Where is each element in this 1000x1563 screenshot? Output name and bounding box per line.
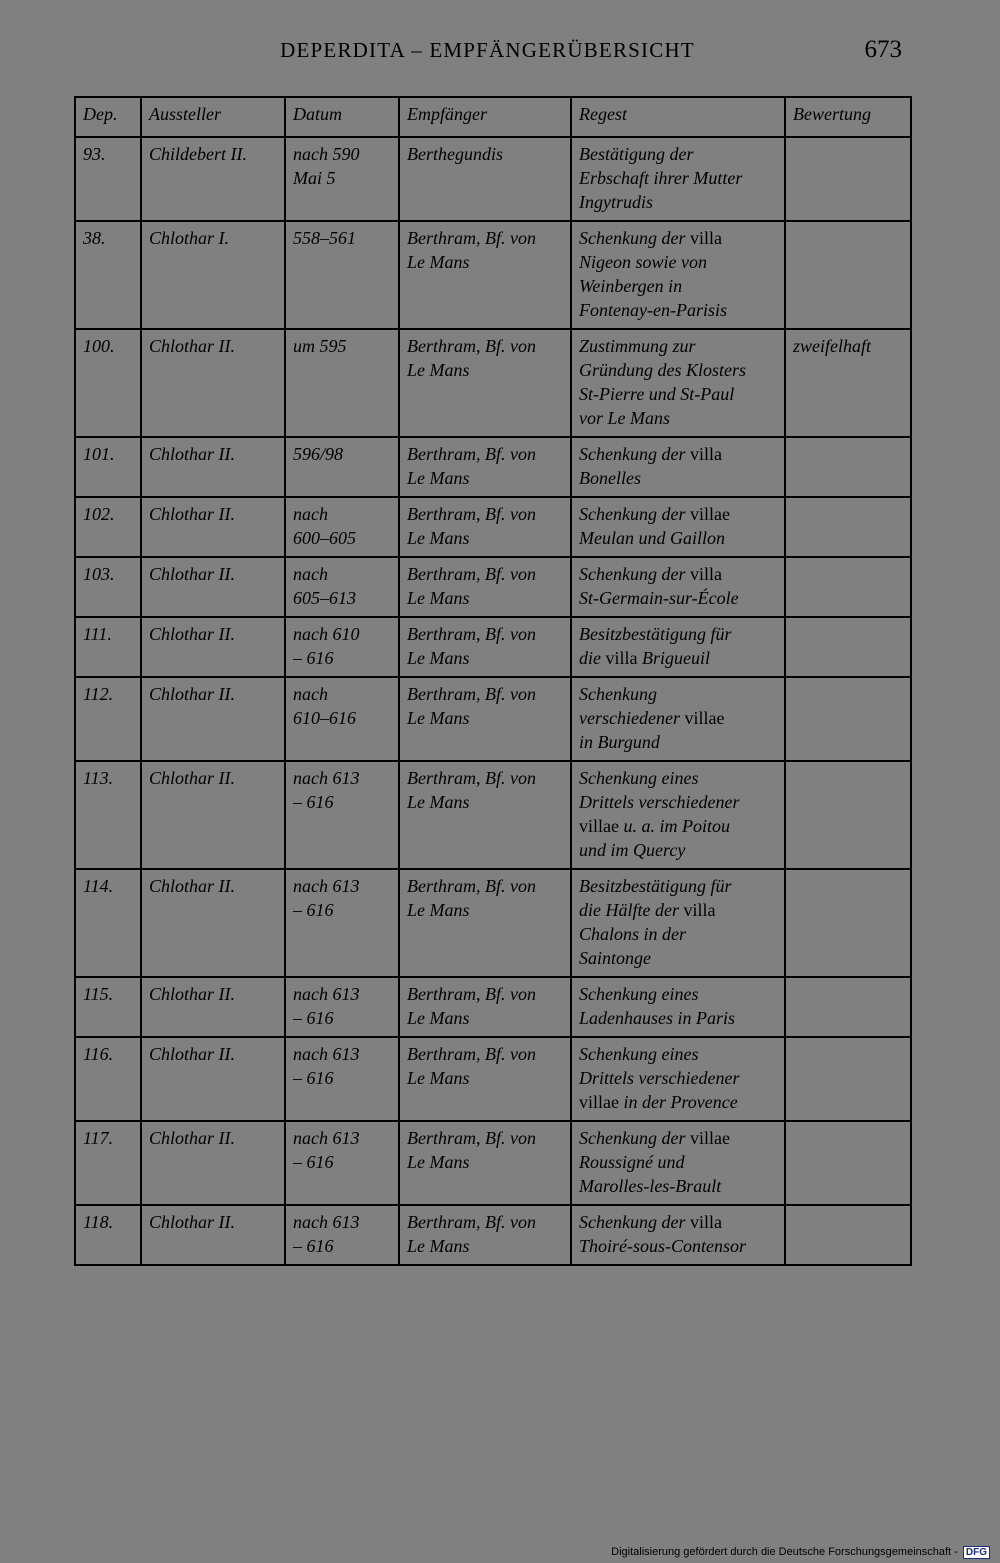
dep-number-cell (75, 1037, 141, 1121)
aussteller-cell (141, 761, 285, 869)
regest-term: villa (689, 444, 722, 464)
regest-text: Besitzbestätigung für (579, 624, 732, 644)
empfaenger-line: Le Mans (407, 1068, 470, 1088)
table-row (75, 761, 911, 869)
datum-line: Mai 5 (293, 168, 336, 188)
regest-text: Brigueuil (637, 648, 710, 668)
empfaenger-line: Berthram, Bf. von (407, 564, 536, 584)
aussteller-cell (141, 1205, 285, 1265)
datum-cell (285, 437, 399, 497)
empfaenger-cell (399, 557, 571, 617)
bewertung-cell (785, 617, 911, 677)
regest-line (579, 622, 778, 646)
regest-text: Schenkung der (579, 444, 690, 464)
regest-line (579, 838, 778, 862)
datum-line: 596/98 (293, 444, 344, 464)
bewertung-cell (785, 437, 911, 497)
regest-line (579, 922, 778, 946)
table-row (75, 869, 911, 977)
regest-text: Zustimmung zur (579, 336, 696, 356)
regest-line (579, 298, 778, 322)
empfaenger-line: Berthram, Bf. von (407, 1128, 536, 1148)
regest-text: Drittels verschiedener (579, 792, 740, 812)
regest-text: Ladenhauses in Paris (579, 1008, 736, 1028)
aussteller-name: Chlothar II. (149, 624, 236, 644)
regest-line (579, 1234, 778, 1258)
regest-text: Schenkung der (579, 504, 690, 524)
regest-line (579, 1066, 778, 1090)
regest-text: Weinbergen in (579, 276, 683, 296)
datum-line: – 616 (293, 1236, 334, 1256)
regest-line (579, 562, 778, 586)
empfaenger-cell (399, 1037, 571, 1121)
table-body (75, 137, 911, 1265)
regest-line (579, 766, 778, 790)
datum-cell (285, 677, 399, 761)
empfaenger-line: Berthram, Bf. von (407, 984, 536, 1004)
regest-text: Schenkung eines (579, 1044, 699, 1064)
regest-text: Gründung des Klosters (579, 360, 747, 380)
regest-text: Meulan und Gaillon (579, 528, 725, 548)
datum-line: 600–605 (293, 528, 356, 548)
dep-number: 111. (83, 624, 112, 644)
regest-line (579, 706, 778, 730)
empfaenger-cell (399, 497, 571, 557)
dep-number-cell (75, 1121, 141, 1205)
datum-line: nach 613 (293, 1128, 360, 1148)
regest-line (579, 946, 778, 970)
bewertung-cell (785, 977, 911, 1037)
dep-number: 100. (83, 336, 115, 356)
table-row (75, 497, 911, 557)
aussteller-name: Chlothar II. (149, 564, 236, 584)
empfaenger-line: Le Mans (407, 708, 470, 728)
regest-text: Besitzbestätigung für (579, 876, 732, 896)
datum-cell (285, 137, 399, 221)
column-header-aussteller: Aussteller (141, 97, 285, 137)
datum-cell (285, 977, 399, 1037)
aussteller-name: Chlothar II. (149, 984, 236, 1004)
table-row (75, 557, 911, 617)
datum-line: – 616 (293, 648, 334, 668)
aussteller-cell (141, 221, 285, 329)
column-header-regest: Regest (571, 97, 785, 137)
regest-cell (571, 557, 785, 617)
recipient-table (74, 96, 912, 1266)
datum-line: nach 613 (293, 1044, 360, 1064)
empfaenger-cell (399, 761, 571, 869)
datum-line: nach 613 (293, 984, 360, 1004)
regest-line (579, 526, 778, 550)
datum-cell (285, 1205, 399, 1265)
dep-number: 116. (83, 1044, 114, 1064)
dep-number-cell (75, 1205, 141, 1265)
dep-number-cell (75, 329, 141, 437)
empfaenger-line: Le Mans (407, 648, 470, 668)
dep-number-cell (75, 617, 141, 677)
dfg-logo: DFG (963, 1546, 990, 1559)
regest-text: Schenkung der (579, 564, 690, 584)
dep-number-cell (75, 437, 141, 497)
datum-cell (285, 1037, 399, 1121)
datum-line: nach 610 (293, 624, 360, 644)
aussteller-name: Chlothar II. (149, 684, 236, 704)
aussteller-name: Chlothar II. (149, 504, 236, 524)
table-row (75, 221, 911, 329)
column-header-bewertung: Bewertung (785, 97, 911, 137)
datum-cell (285, 869, 399, 977)
dep-number: 117. (83, 1128, 114, 1148)
bewertung-cell (785, 1205, 911, 1265)
regest-cell (571, 1205, 785, 1265)
dep-number-cell (75, 977, 141, 1037)
regest-text: Schenkung der (579, 228, 690, 248)
regest-line (579, 790, 778, 814)
regest-line (579, 382, 778, 406)
regest-line (579, 1042, 778, 1066)
table-row (75, 677, 911, 761)
datum-line: – 616 (293, 1152, 334, 1172)
aussteller-cell (141, 869, 285, 977)
regest-text: Schenkung (579, 684, 657, 704)
empfaenger-cell (399, 221, 571, 329)
empfaenger-cell (399, 1121, 571, 1205)
regest-text: Bestätigung der (579, 144, 694, 164)
datum-cell (285, 617, 399, 677)
regest-term: villa (689, 564, 722, 584)
aussteller-cell (141, 977, 285, 1037)
dep-number: 101. (83, 444, 115, 464)
regest-text: Ingytrudis (579, 192, 653, 212)
regest-cell (571, 1037, 785, 1121)
regest-line (579, 142, 778, 166)
bewertung-cell (785, 221, 911, 329)
dep-number-cell (75, 497, 141, 557)
regest-text: die Hälfte der (579, 900, 684, 920)
regest-term: villa (689, 1212, 722, 1232)
regest-line (579, 1006, 778, 1030)
regest-cell (571, 977, 785, 1037)
table-row (75, 437, 911, 497)
regest-line (579, 466, 778, 490)
aussteller-name: Chlothar II. (149, 1212, 236, 1232)
empfaenger-line: Le Mans (407, 588, 470, 608)
empfaenger-cell (399, 617, 571, 677)
datum-line: 558–561 (293, 228, 356, 248)
regest-text: Nigeon sowie von (579, 252, 707, 272)
regest-text: Saintonge (579, 948, 651, 968)
regest-text: Bonelles (579, 468, 641, 488)
regest-line (579, 1090, 778, 1114)
bewertung-cell (785, 137, 911, 221)
regest-line (579, 226, 778, 250)
aussteller-name: Chlothar II. (149, 1128, 236, 1148)
empfaenger-cell (399, 977, 571, 1037)
aussteller-cell (141, 617, 285, 677)
column-header-dep: Dep. (75, 97, 141, 137)
dep-number: 118. (83, 1212, 114, 1232)
regest-text: Roussigné und (579, 1152, 685, 1172)
regest-text: St-Pierre und St-Paul (579, 384, 735, 404)
aussteller-name: Childebert II. (149, 144, 247, 164)
datum-line: nach (293, 564, 328, 584)
dep-number-cell (75, 677, 141, 761)
column-header-empfaenger: Empfänger (399, 97, 571, 137)
empfaenger-line: Berthram, Bf. von (407, 1212, 536, 1232)
datum-line: – 616 (293, 792, 334, 812)
aussteller-name: Chlothar II. (149, 1044, 236, 1064)
regest-line (579, 730, 778, 754)
bewertung-cell (785, 869, 911, 977)
regest-line (579, 190, 778, 214)
regest-line (579, 166, 778, 190)
table-row (75, 329, 911, 437)
aussteller-name: Chlothar II. (149, 768, 236, 788)
regest-text: die (579, 648, 606, 668)
bewertung-cell (785, 761, 911, 869)
dep-number: 93. (83, 144, 106, 164)
empfaenger-cell (399, 1205, 571, 1265)
empfaenger-line: Le Mans (407, 528, 470, 548)
regest-cell (571, 1121, 785, 1205)
empfaenger-line: Le Mans (407, 900, 470, 920)
empfaenger-cell (399, 137, 571, 221)
regest-line (579, 874, 778, 898)
empfaenger-cell (399, 677, 571, 761)
dep-number-cell (75, 869, 141, 977)
regest-line (579, 358, 778, 382)
regest-line (579, 1150, 778, 1174)
datum-line: nach 590 (293, 144, 360, 164)
regest-text: u. a. im Poitou (618, 816, 730, 836)
regest-text: Erbschaft ihrer Mutter (579, 168, 743, 188)
regest-line (579, 1174, 778, 1198)
empfaenger-cell (399, 437, 571, 497)
bewertung-cell (785, 329, 911, 437)
datum-line: nach 613 (293, 1212, 360, 1232)
regest-text: Schenkung eines (579, 768, 699, 788)
aussteller-cell (141, 437, 285, 497)
dep-number-cell (75, 221, 141, 329)
column-header-datum: Datum (285, 97, 399, 137)
regest-cell (571, 329, 785, 437)
bewertung-cell (785, 677, 911, 761)
regest-term: villae (579, 816, 619, 836)
table-row (75, 1205, 911, 1265)
dep-number-cell (75, 137, 141, 221)
empfaenger-line: Berthram, Bf. von (407, 876, 536, 896)
datum-line: – 616 (293, 900, 334, 920)
regest-text: in der Provence (618, 1092, 738, 1112)
footer-credit (611, 1546, 990, 1559)
datum-cell (285, 761, 399, 869)
regest-line (579, 442, 778, 466)
aussteller-cell (141, 1121, 285, 1205)
regest-line (579, 1126, 778, 1150)
empfaenger-line: Berthram, Bf. von (407, 228, 536, 248)
empfaenger-line: Le Mans (407, 1008, 470, 1028)
empfaenger-line: Berthram, Bf. von (407, 624, 536, 644)
regest-term: villa (605, 648, 638, 668)
aussteller-name: Chlothar I. (149, 228, 230, 248)
aussteller-cell (141, 497, 285, 557)
empfaenger-line: Le Mans (407, 468, 470, 488)
regest-text: Schenkung der (579, 1128, 690, 1148)
regest-line (579, 982, 778, 1006)
regest-line (579, 898, 778, 922)
regest-text: und im Quercy (579, 840, 686, 860)
dep-number: 114. (83, 876, 114, 896)
bewertung-cell (785, 1037, 911, 1121)
regest-line (579, 250, 778, 274)
dep-number-cell (75, 761, 141, 869)
aussteller-name: Chlothar II. (149, 444, 236, 464)
regest-cell (571, 617, 785, 677)
regest-line (579, 334, 778, 358)
page-number: 673 (864, 36, 902, 63)
table-row (75, 977, 911, 1037)
empfaenger-line: Berthram, Bf. von (407, 684, 536, 704)
regest-text: verschiedener (579, 708, 685, 728)
empfaenger-cell (399, 329, 571, 437)
aussteller-cell (141, 329, 285, 437)
table-header-row (75, 97, 911, 137)
dep-number: 115. (83, 984, 114, 1004)
datum-cell (285, 1121, 399, 1205)
table-row (75, 137, 911, 221)
regest-line (579, 406, 778, 430)
empfaenger-line: Berthram, Bf. von (407, 1044, 536, 1064)
table-row (75, 1121, 911, 1205)
datum-line: nach (293, 684, 328, 704)
regest-text: St-Germain-sur-École (579, 588, 739, 608)
regest-line (579, 274, 778, 298)
aussteller-cell (141, 137, 285, 221)
regest-line (579, 814, 778, 838)
aussteller-cell (141, 1037, 285, 1121)
empfaenger-line: Berthram, Bf. von (407, 336, 536, 356)
regest-text: Chalons in der (579, 924, 687, 944)
regest-cell (571, 869, 785, 977)
regest-line (579, 1210, 778, 1234)
regest-cell (571, 437, 785, 497)
empfaenger-line: Berthram, Bf. von (407, 504, 536, 524)
empfaenger-line: Le Mans (407, 1152, 470, 1172)
empfaenger-cell (399, 869, 571, 977)
dep-number: 38. (83, 228, 106, 248)
regest-cell (571, 137, 785, 221)
regest-cell (571, 677, 785, 761)
regest-cell (571, 497, 785, 557)
regest-term: villae (579, 1092, 619, 1112)
empfaenger-line: Le Mans (407, 1236, 470, 1256)
datum-line: 610–616 (293, 708, 356, 728)
regest-text: Marolles-les-Brault (579, 1176, 722, 1196)
dep-number: 112. (83, 684, 114, 704)
regest-term: villa (689, 228, 722, 248)
dep-number: 103. (83, 564, 115, 584)
regest-cell (571, 761, 785, 869)
datum-line: – 616 (293, 1068, 334, 1088)
datum-line: 605–613 (293, 588, 356, 608)
empfaenger-line: Berthram, Bf. von (407, 444, 536, 464)
dep-number-cell (75, 557, 141, 617)
bewertung-cell (785, 557, 911, 617)
datum-line: – 616 (293, 1008, 334, 1028)
regest-text: Schenkung der (579, 1212, 690, 1232)
datum-cell (285, 329, 399, 437)
bewertung-cell (785, 497, 911, 557)
regest-line (579, 682, 778, 706)
datum-line: nach 613 (293, 768, 360, 788)
regest-cell (571, 221, 785, 329)
empfaenger-line: Berthegundis (407, 144, 503, 164)
bewertung-text: zweifelhaft (793, 336, 871, 356)
running-title: DEPERDITA – EMPFÄNGERÜBERSICHT (280, 38, 695, 62)
empfaenger-line: Le Mans (407, 792, 470, 812)
dep-number: 113. (83, 768, 114, 788)
datum-cell (285, 497, 399, 557)
regest-text: Drittels verschiedener (579, 1068, 740, 1088)
regest-line (579, 646, 778, 670)
dep-number: 102. (83, 504, 115, 524)
aussteller-cell (141, 557, 285, 617)
regest-text: Thoiré-sous-Contensor (579, 1236, 747, 1256)
regest-term: villae (689, 1128, 730, 1148)
datum-cell (285, 557, 399, 617)
table-row (75, 617, 911, 677)
regest-text: vor Le Mans (579, 408, 670, 428)
empfaenger-line: Berthram, Bf. von (407, 768, 536, 788)
empfaenger-line: Le Mans (407, 360, 470, 380)
aussteller-cell (141, 677, 285, 761)
empfaenger-line: Le Mans (407, 252, 470, 272)
regest-text: in Burgund (579, 732, 660, 752)
datum-line: um 595 (293, 336, 347, 356)
footer-text: Digitalisierung gefördert durch die Deutsche Forschungsgemeinschaft - (611, 1546, 958, 1558)
regest-term: villae (689, 504, 730, 524)
aussteller-name: Chlothar II. (149, 336, 236, 356)
regest-text: Fontenay-en-Parisis (579, 300, 727, 320)
datum-line: nach (293, 504, 328, 524)
table-row (75, 1037, 911, 1121)
regest-text: Schenkung eines (579, 984, 699, 1004)
datum-line: nach 613 (293, 876, 360, 896)
regest-term: villa (683, 900, 716, 920)
bewertung-cell (785, 1121, 911, 1205)
regest-line (579, 502, 778, 526)
regest-term: villae (684, 708, 725, 728)
datum-cell (285, 221, 399, 329)
regest-line (579, 586, 778, 610)
aussteller-name: Chlothar II. (149, 876, 236, 896)
